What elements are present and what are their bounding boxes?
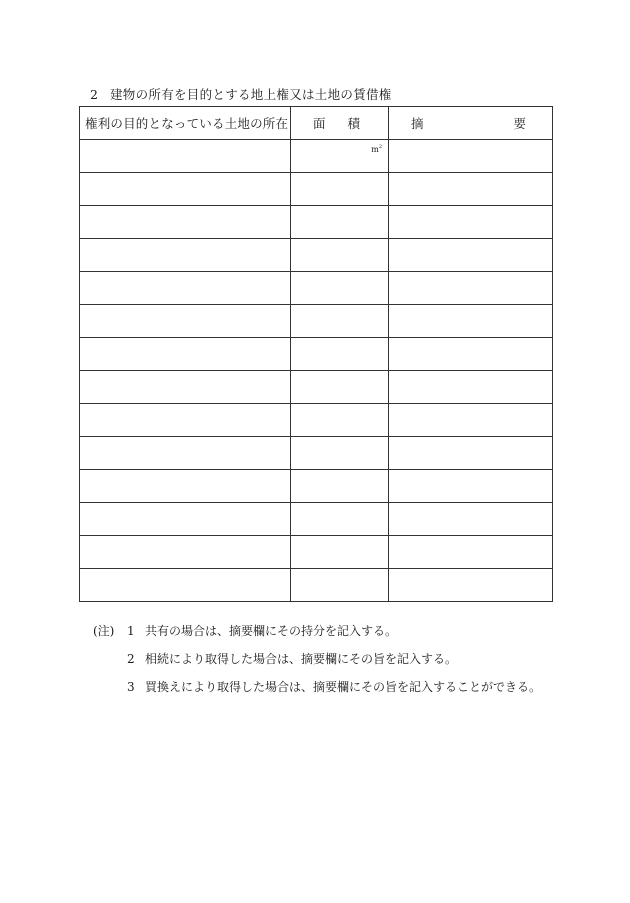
table-row bbox=[80, 371, 553, 404]
remarks-cell[interactable] bbox=[389, 503, 553, 536]
table-row bbox=[80, 140, 553, 173]
location-cell[interactable] bbox=[80, 503, 291, 536]
location-cell[interactable] bbox=[80, 536, 291, 569]
location-cell[interactable] bbox=[80, 305, 291, 338]
location-cell[interactable] bbox=[80, 272, 291, 305]
header-area-char1: 面 bbox=[313, 116, 326, 131]
table-row bbox=[80, 206, 553, 239]
section-title-text: 建物の所有を目的とする地上権又は土地の賃借権 bbox=[110, 87, 392, 102]
note-text: 共有の場合は、摘要欄にその持分を記入する。 bbox=[145, 624, 398, 638]
location-cell[interactable] bbox=[80, 371, 291, 404]
area-cell[interactable] bbox=[291, 239, 389, 272]
area-cell[interactable] bbox=[291, 173, 389, 206]
area-cell[interactable] bbox=[291, 503, 389, 536]
table-row bbox=[80, 437, 553, 470]
note-item bbox=[93, 624, 541, 652]
header-area bbox=[291, 107, 389, 140]
note-item bbox=[93, 680, 541, 708]
table-header-row bbox=[80, 107, 553, 140]
remarks-cell[interactable] bbox=[389, 371, 553, 404]
area-unit bbox=[371, 144, 382, 154]
note-text: 相続により取得した場合は、摘要欄にその旨を記入する。 bbox=[145, 652, 458, 666]
remarks-cell[interactable] bbox=[389, 206, 553, 239]
location-cell[interactable] bbox=[80, 404, 291, 437]
note-item bbox=[93, 652, 541, 680]
remarks-cell[interactable] bbox=[389, 338, 553, 371]
area-cell[interactable] bbox=[291, 338, 389, 371]
table-row bbox=[80, 536, 553, 569]
header-remarks-char2: 要 bbox=[513, 116, 526, 131]
section-number: 2 bbox=[90, 87, 99, 102]
table-row bbox=[80, 239, 553, 272]
remarks-cell[interactable] bbox=[389, 404, 553, 437]
remarks-cell[interactable] bbox=[389, 536, 553, 569]
remarks-cell[interactable] bbox=[389, 239, 553, 272]
area-cell[interactable] bbox=[291, 536, 389, 569]
table-row bbox=[80, 569, 553, 602]
area-cell[interactable] bbox=[291, 305, 389, 338]
header-area-char2: 積 bbox=[347, 116, 360, 131]
notes bbox=[93, 624, 541, 708]
area-cell[interactable] bbox=[291, 371, 389, 404]
location-cell[interactable] bbox=[80, 206, 291, 239]
header-remarks bbox=[389, 107, 553, 140]
note-number: 3 bbox=[127, 680, 135, 694]
area-cell[interactable] bbox=[291, 206, 389, 239]
notes-lead: (注) bbox=[93, 624, 115, 638]
rights-table bbox=[79, 106, 553, 602]
area-unit-base: m bbox=[371, 145, 379, 154]
note-number: 2 bbox=[127, 652, 135, 666]
area-cell[interactable] bbox=[291, 404, 389, 437]
location-cell[interactable] bbox=[80, 140, 291, 173]
location-cell[interactable] bbox=[80, 437, 291, 470]
location-cell[interactable] bbox=[80, 569, 291, 602]
remarks-cell[interactable] bbox=[389, 470, 553, 503]
table-body bbox=[80, 140, 553, 602]
table-row bbox=[80, 503, 553, 536]
area-cell[interactable] bbox=[291, 437, 389, 470]
location-cell[interactable] bbox=[80, 173, 291, 206]
location-cell[interactable] bbox=[80, 470, 291, 503]
location-cell[interactable] bbox=[80, 239, 291, 272]
table-row bbox=[80, 173, 553, 206]
area-cell[interactable] bbox=[291, 272, 389, 305]
note-text: 買換えにより取得した場合は、摘要欄にその旨を記入することができる。 bbox=[145, 680, 542, 694]
table-row bbox=[80, 305, 553, 338]
remarks-cell[interactable] bbox=[389, 173, 553, 206]
remarks-cell[interactable] bbox=[389, 272, 553, 305]
remarks-cell[interactable] bbox=[389, 305, 553, 338]
remarks-cell[interactable] bbox=[389, 437, 553, 470]
table-row bbox=[80, 404, 553, 437]
header-remarks-char1: 摘 bbox=[411, 116, 424, 131]
area-cell[interactable] bbox=[291, 140, 389, 173]
note-number: 1 bbox=[127, 624, 135, 638]
location-cell[interactable] bbox=[80, 338, 291, 371]
area-unit-exponent: 2 bbox=[378, 144, 382, 150]
section-title bbox=[90, 85, 392, 103]
header-location: 権利の目的となっている土地の所在 bbox=[80, 107, 291, 140]
table-row bbox=[80, 338, 553, 371]
area-cell[interactable] bbox=[291, 470, 389, 503]
area-cell[interactable] bbox=[291, 569, 389, 602]
remarks-cell[interactable] bbox=[389, 569, 553, 602]
table-row bbox=[80, 272, 553, 305]
table-row bbox=[80, 470, 553, 503]
remarks-cell[interactable] bbox=[389, 140, 553, 173]
